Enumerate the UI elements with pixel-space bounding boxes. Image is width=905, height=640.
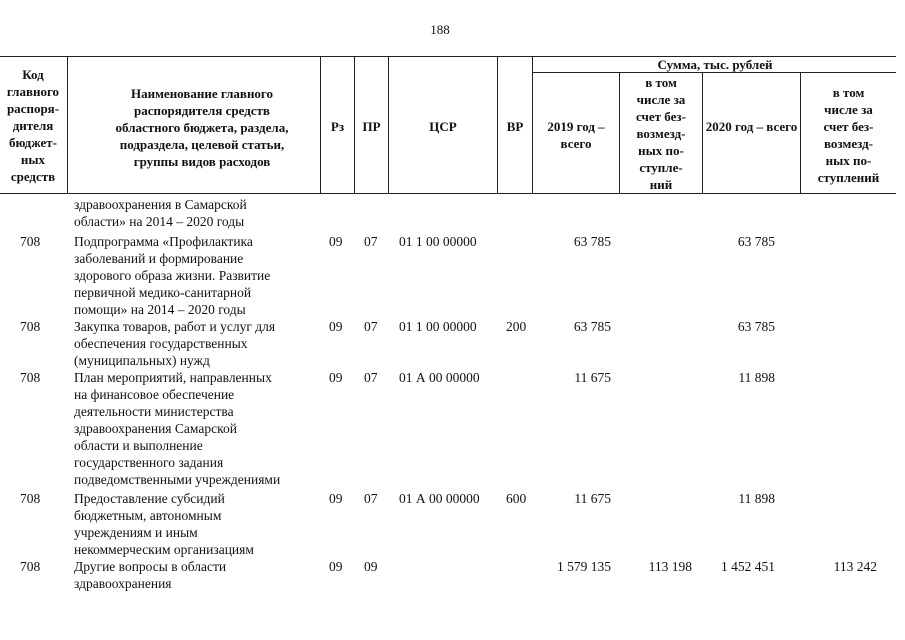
row-2019-total: 11 675 — [574, 370, 611, 385]
row-rz: 09 — [329, 491, 343, 506]
row-pr: 07 — [364, 319, 378, 334]
row-code: 708 — [20, 234, 41, 249]
page-number: 188 — [430, 22, 450, 37]
row-name: Другие вопросы в области здравоохранения — [74, 559, 227, 591]
row-2020-total: 11 898 — [738, 491, 775, 506]
header-2020-free: в том числе за счет без- возмезд- ных по- ступлений — [817, 85, 880, 185]
row-2019-total: 11 675 — [574, 491, 611, 506]
row-2019-total: 63 785 — [573, 319, 611, 334]
header-sum-group: Сумма, тыс. рублей — [657, 57, 773, 72]
row-rz: 09 — [329, 234, 343, 249]
row-vr: 600 — [506, 491, 527, 506]
row-name: Подпрограмма «Профилактика заболеваний и формирование здорового образа жизни. Развитие первичной медико-санитарной помощи» на 2014 – 2020 годы — [74, 234, 271, 317]
row-code: 708 — [20, 491, 41, 506]
row-csr: 01 1 00 00000 — [399, 319, 477, 334]
row-code: 708 — [20, 319, 41, 334]
header-2020-total: 2020 год – всего — [705, 119, 798, 134]
row-code: 708 — [20, 370, 41, 385]
header-rz: Рз — [330, 119, 345, 134]
header-code: Код главного распоря- дителя бюджет- ных средств — [6, 67, 60, 184]
row-rz: 09 — [329, 559, 343, 574]
row-pr: 09 — [364, 559, 378, 574]
row-2019-total: 1 579 135 — [557, 559, 611, 574]
row-2020-total: 63 785 — [737, 234, 775, 249]
row-pr: 07 — [364, 234, 378, 249]
row-2020-total: 1 452 451 — [721, 559, 775, 574]
row-2020-total: 11 898 — [738, 370, 775, 385]
header-csr: ЦСР — [429, 119, 457, 134]
header-pr: ПР — [362, 119, 381, 134]
col-divider — [67, 56, 68, 194]
row-pr: 07 — [364, 491, 378, 506]
row-2020-free: 113 242 — [833, 559, 877, 574]
header-2019-total: 2019 год – всего — [547, 119, 605, 151]
header-name: Наименование главного распорядителя средств областного бюджета, раздела, подраздела, целевой статьи, группы видов расходов — [115, 86, 289, 169]
header-vr: ВР — [506, 119, 524, 134]
row-name: Закупка товаров, работ и услуг для обеспечения государственных (муниципальных) нужд — [74, 319, 276, 368]
row-2019-free: 113 198 — [648, 559, 692, 574]
row-name: План мероприятий, направленных на финансовое обеспечение деятельности министерства здравоохранения Самарской области и выполнение государственного задания подведомственными учреждениями — [74, 370, 281, 487]
row-name: Предоставление субсидий бюджетным, автономным учреждениям и иным некоммерческим организациям — [74, 491, 254, 557]
header-2019-free: в том числе за счет без- возмезд- ных по- ступле- ний — [636, 75, 686, 192]
row-pr: 07 — [364, 370, 378, 385]
continued-text: здравоохранения в Самарской области» на 2014 – 2020 годы — [74, 197, 247, 229]
row-vr: 200 — [506, 319, 527, 334]
row-csr: 01 А 00 00000 — [399, 370, 480, 385]
row-rz: 09 — [329, 319, 343, 334]
row-csr: 01 1 00 00000 — [399, 234, 477, 249]
row-csr: 01 А 00 00000 — [399, 491, 480, 506]
header-bottom-rule — [0, 193, 896, 194]
row-2020-total: 63 785 — [737, 319, 775, 334]
row-2019-total: 63 785 — [573, 234, 611, 249]
row-rz: 09 — [329, 370, 343, 385]
row-code: 708 — [20, 559, 41, 574]
